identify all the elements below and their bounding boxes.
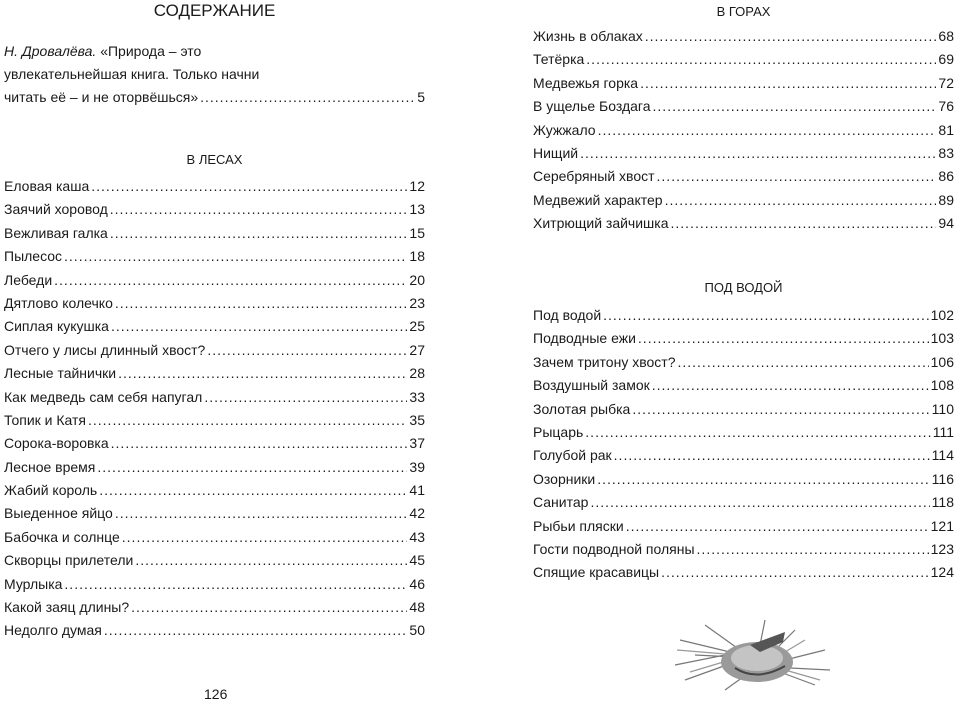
toc-entry <box>4 386 425 409</box>
toc-entry <box>4 573 425 596</box>
entry-title: Скворцы прилетели <box>4 552 134 569</box>
toc-entry <box>533 72 954 95</box>
entry-title: Рыбьи пляски <box>533 517 624 534</box>
dot-leader <box>111 315 407 338</box>
page-ref: 110 <box>931 400 954 417</box>
page-ref: 45 <box>409 552 425 569</box>
page-ref: 28 <box>409 365 425 382</box>
toc-entry <box>4 362 425 385</box>
entry-title: Жизнь в облаках <box>533 28 643 44</box>
toc-entry <box>533 374 954 397</box>
nest-illustration <box>665 610 840 695</box>
dot-leader <box>652 374 929 397</box>
page-ref: 20 <box>409 271 425 288</box>
entry-title: Нищий <box>533 144 579 161</box>
page-ref: 5 <box>417 89 425 105</box>
toc-entry <box>533 444 954 467</box>
dot-leader <box>64 573 407 596</box>
dot-leader <box>88 409 407 432</box>
toc-list-underwater <box>533 304 954 585</box>
entry-title: Голубой рак <box>533 447 612 464</box>
dot-leader <box>54 269 407 292</box>
dot-leader <box>99 479 407 502</box>
page-ref: 41 <box>409 482 425 499</box>
toc-entry <box>4 479 425 502</box>
toc-entry <box>4 292 425 315</box>
section-heading-underwater: ПОД ВОДОЙ <box>704 280 783 295</box>
dot-leader <box>632 398 929 421</box>
page-ref: 48 <box>409 599 425 616</box>
dot-leader <box>135 549 407 572</box>
toc-entry <box>4 339 425 362</box>
entry-title: Серебряный хвост <box>533 168 655 185</box>
toc-entry <box>533 48 954 71</box>
toc-entry <box>4 198 425 221</box>
toc-entry <box>533 189 954 212</box>
page-ref: 72 <box>938 74 954 91</box>
page-ref: 46 <box>409 575 425 592</box>
entry-title: Золотая рыбка <box>533 400 631 417</box>
dot-leader <box>638 327 929 350</box>
page-ref: 27 <box>409 341 425 358</box>
toc-entry <box>4 222 425 245</box>
page-ref: 69 <box>938 51 954 68</box>
toc-entry <box>533 398 954 421</box>
toc-entry <box>533 561 954 584</box>
toc-entry <box>533 421 954 444</box>
toc-entry <box>4 456 425 479</box>
page-ref: 35 <box>409 411 425 428</box>
toc-entry <box>4 245 425 268</box>
dot-leader <box>207 339 407 362</box>
page-ref: 108 <box>930 377 954 394</box>
entry-title: Озорники <box>533 470 596 487</box>
page-ref: 25 <box>409 318 425 335</box>
page-ref: 83 <box>938 144 954 161</box>
toc-entry <box>533 538 954 561</box>
toc-entry <box>4 175 425 198</box>
toc-entry <box>533 491 954 514</box>
toc-entry <box>533 119 954 142</box>
toc-entry <box>533 304 954 327</box>
section-heading-forest: В ЛЕСАХ <box>186 152 243 167</box>
entry-title: Медвежий характер <box>533 191 663 208</box>
intro-line: «Природа – это <box>100 43 202 59</box>
page-ref: 114 <box>931 447 954 464</box>
dot-leader <box>111 432 408 455</box>
page-ref: 15 <box>409 224 425 241</box>
intro-line: увлекательнейшая книга. Только начни <box>4 66 260 82</box>
dot-leader <box>104 619 408 642</box>
toc-entry <box>4 619 425 642</box>
page-ref: 89 <box>938 191 954 208</box>
page-ref: 42 <box>409 505 425 522</box>
contents-title: СОДЕРЖАНИЕ <box>153 1 276 20</box>
entry-title: Пылесос <box>4 248 63 265</box>
entry-title: Еловая каша <box>4 178 90 194</box>
dot-leader <box>677 351 928 374</box>
entry-title: Подводные ежи <box>533 330 636 347</box>
dot-leader <box>590 491 929 514</box>
entry-title: Мурлыка <box>4 575 63 592</box>
intro-author: Н. Дровалёва. <box>4 43 97 59</box>
page-ref: 81 <box>938 121 954 138</box>
entry-title: Спящие красавицы <box>533 564 660 581</box>
entry-title: Рыцарь <box>533 423 584 440</box>
entry-title: В ущелье Боздага <box>533 98 651 115</box>
entry-title: Медвежья горка <box>533 74 639 91</box>
intro-entry <box>4 40 425 109</box>
toc-entry <box>4 432 425 455</box>
entry-title: Хитрющий зайчишка <box>533 215 669 232</box>
dot-leader <box>586 48 936 71</box>
entry-title: Тетёрка <box>533 51 585 68</box>
entry-title: Сиплая кукушка <box>4 318 109 335</box>
toc-entry <box>533 515 954 538</box>
page-ref: 116 <box>931 470 954 487</box>
entry-title: Дятлово колечко <box>4 294 113 311</box>
toc-entry <box>533 468 954 491</box>
page-ref: 124 <box>930 564 954 581</box>
toc-entry <box>4 315 425 338</box>
entry-title: Лесные тайнички <box>4 365 117 382</box>
dot-leader <box>697 538 929 561</box>
page-ref: 39 <box>409 458 425 475</box>
entry-title: Бабочка и солнце <box>4 528 120 545</box>
dot-leader <box>585 421 930 444</box>
toc-entry <box>533 351 954 374</box>
entry-title: Лебеди <box>4 271 53 288</box>
entry-title: Как медведь сам себя напугал <box>4 388 203 405</box>
toc-list-forest <box>4 175 425 643</box>
dot-leader <box>603 304 929 327</box>
page-number: 126 <box>204 686 228 702</box>
toc-entry <box>4 596 425 619</box>
dot-leader <box>110 198 408 221</box>
dot-leader <box>115 292 408 315</box>
dot-leader <box>97 456 407 479</box>
page-ref: 50 <box>409 622 425 639</box>
entry-title: Заячий хоровод <box>4 201 108 218</box>
toc-list-mountains <box>533 25 954 236</box>
toc-entry <box>4 526 425 549</box>
page-ref: 121 <box>930 517 954 534</box>
page-ref: 111 <box>932 423 954 440</box>
toc-entry <box>533 25 954 48</box>
entry-title: Выеденное яйцо <box>4 505 113 522</box>
page-ref: 103 <box>930 330 954 347</box>
page-ref: 12 <box>409 178 425 194</box>
dot-leader <box>671 212 937 235</box>
toc-entry <box>4 269 425 292</box>
dot-leader <box>657 165 937 188</box>
page-ref: 23 <box>409 294 425 311</box>
toc-entry <box>4 409 425 432</box>
dot-leader <box>653 95 937 118</box>
dot-leader <box>115 502 408 525</box>
dot-leader <box>91 175 407 198</box>
entry-title: Гости подводной поляны <box>533 540 695 557</box>
dot-leader <box>110 222 408 245</box>
entry-title: Сорока-воровка <box>4 435 109 452</box>
dot-leader <box>645 25 937 48</box>
page-ref: 43 <box>409 528 425 545</box>
dot-leader <box>661 561 929 584</box>
page-ref: 106 <box>930 353 954 370</box>
dot-leader <box>597 468 929 491</box>
toc-entry <box>533 165 954 188</box>
entry-title: Недолго думая <box>4 622 102 639</box>
dot-leader <box>614 444 930 467</box>
section-heading-mountains: В ГОРАХ <box>716 4 771 19</box>
entry-title: Вежливая галка <box>4 224 108 241</box>
entry-title: Жужжало <box>533 121 596 138</box>
entry-title: Воздушный замок <box>533 377 650 394</box>
toc-entry <box>4 549 425 572</box>
entry-title: Жабий король <box>4 482 98 499</box>
intro-line: читать её – и не оторвёшься» <box>4 89 199 105</box>
dot-leader <box>131 596 407 619</box>
dot-leader <box>122 526 408 549</box>
toc-entry <box>533 95 954 118</box>
dot-leader <box>665 189 937 212</box>
page-ref: 37 <box>409 435 425 452</box>
page-ref: 118 <box>931 494 954 511</box>
page-ref: 102 <box>930 307 954 323</box>
dot-leader <box>598 119 937 142</box>
page-ref: 76 <box>938 98 954 115</box>
entry-title: Санитар <box>533 494 589 511</box>
page-ref: 94 <box>938 215 954 232</box>
page-ref: 123 <box>930 540 954 557</box>
page-ref: 86 <box>938 168 954 185</box>
toc-entry <box>533 142 954 165</box>
page-ref: 13 <box>409 201 425 218</box>
dot-leader <box>580 142 936 165</box>
entry-title: Отчего у лисы длинный хвост? <box>4 341 206 358</box>
dot-leader <box>64 245 407 268</box>
dot-leader <box>118 362 407 385</box>
page-ref: 18 <box>409 248 425 265</box>
toc-entry <box>4 502 425 525</box>
entry-title: Лесное время <box>4 458 96 475</box>
entry-title: Топик и Катя <box>4 411 86 428</box>
entry-title: Зачем тритону хвост? <box>533 353 676 370</box>
dot-leader <box>626 515 929 538</box>
toc-entry <box>533 212 954 235</box>
left-page <box>4 0 425 704</box>
page-ref: 33 <box>409 388 425 405</box>
dot-leader <box>204 386 407 409</box>
toc-entry <box>533 327 954 350</box>
page-ref: 68 <box>938 28 954 44</box>
entry-title: Под водой <box>533 307 602 323</box>
entry-title: Какой заяц длины? <box>4 599 130 616</box>
dot-leader <box>640 72 936 95</box>
right-page <box>533 0 954 704</box>
